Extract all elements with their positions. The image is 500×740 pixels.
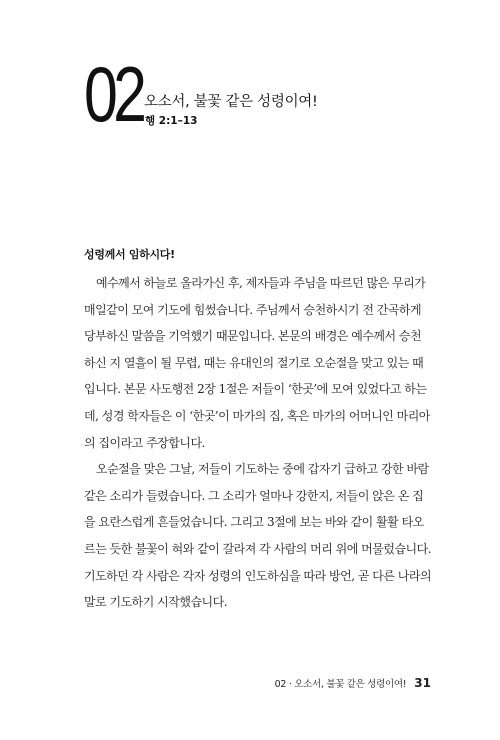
page-footer bbox=[275, 676, 431, 690]
paragraph-1 bbox=[84, 270, 430, 456]
text-line: 예수께서 하늘로 올라가신 후, 제자들과 주님을 따르던 많은 무리가 bbox=[96, 276, 426, 290]
text-line: 하신 지 열흘이 될 무렵, 때는 유대인의 절기로 오순절을 맞고 있는 때 bbox=[84, 355, 424, 370]
text-line: 당부하신 말씀을 기억했기 때문입니다. 본문의 배경은 예수께서 승천 bbox=[84, 329, 422, 344]
body-text bbox=[84, 270, 432, 616]
chapter-number: 02 bbox=[84, 50, 143, 138]
text-line: 의 집이라고 주장합니다. bbox=[84, 435, 205, 450]
text-line: 말로 기도하기 시작했습니다. bbox=[84, 595, 228, 610]
text-line: 르는 듯한 불꽃이 혀와 같이 갈라져 각 사람의 머리 위에 머물렀습니다. bbox=[84, 541, 432, 556]
text-line: 매일같이 모여 기도에 힘썼습니다. 주님께서 승천하시기 전 간곡하게 bbox=[84, 302, 422, 317]
text-line: 입니다. 본문 사도행전 2장 1절은 저들이 ‘한곳’에 모여 있었다고 하는 bbox=[84, 382, 427, 397]
paragraph-2 bbox=[84, 456, 432, 616]
text-line: 기도하던 각 사람은 각자 성령의 인도하심을 따라 방언, 곧 다른 나라의 bbox=[84, 568, 432, 583]
page-number: 31 bbox=[414, 676, 431, 690]
chapter-header bbox=[84, 50, 424, 138]
running-head: 02 · 오소서, 불꽃 같은 성령이여! bbox=[274, 679, 407, 690]
scripture-reference: 행 2:1–13 bbox=[145, 115, 198, 127]
chapter-title: 오소서, 불꽃 같은 성령이여! bbox=[144, 94, 318, 110]
text-line: 같은 소리가 들렸습니다. 그 소리가 얼마나 강한지, 저들이 앉은 온 집 bbox=[84, 488, 424, 503]
text-line: 오순절을 맞은 그날, 저들이 기도하는 중에 갑자기 급하고 강한 바람 bbox=[96, 462, 429, 477]
text-line: 데, 성경 학자들은 이 ‘한곳’이 마가의 집, 혹은 마가의 어머니인 마리아 bbox=[84, 408, 430, 423]
section-heading: 성령께서 임하시다! bbox=[84, 248, 175, 261]
text-line: 을 요란스럽게 흔들었습니다. 그리고 3절에 보는 바와 같이 활활 타오 bbox=[84, 515, 424, 530]
